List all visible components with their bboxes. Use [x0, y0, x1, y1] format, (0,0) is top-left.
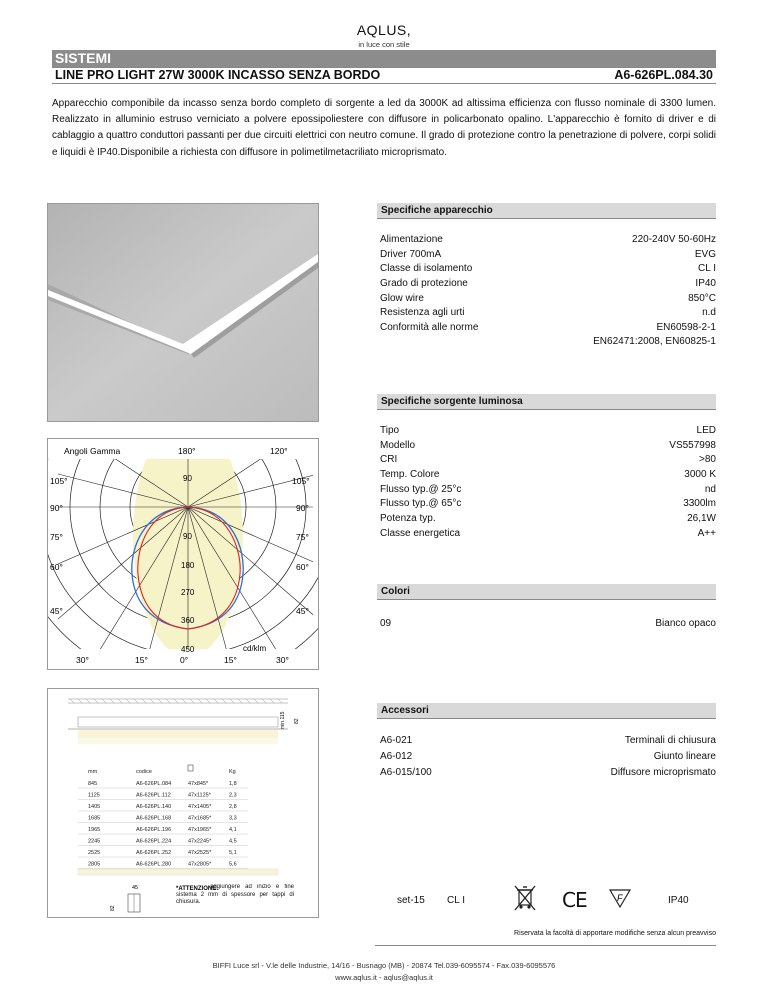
specs-source-header: Specifiche sorgente luminosa: [377, 394, 716, 410]
f-mark-icon: [608, 887, 632, 914]
polar-label-60-right: 60°: [296, 562, 309, 572]
spec-fixture-label: Glow wire: [380, 292, 424, 304]
spec-source-value: 3000 K: [684, 469, 716, 481]
polar-ring-360: 360: [181, 616, 195, 625]
product-name: LINE PRO LIGHT 27W 3000K INCASSO SENZA BORDO: [55, 68, 381, 82]
specs-fixture-header: Specifiche apparecchio: [377, 203, 716, 219]
dims-cell-code: A6-626PL.168: [136, 815, 172, 822]
accessory-row: [380, 765, 716, 781]
dims-cell-code: A6-626PL.252: [136, 850, 172, 856]
dims-header-code: codice: [136, 769, 152, 775]
dims-cell-kg: 4,1: [229, 827, 237, 833]
accessory-label: A6-021: [380, 735, 413, 746]
dims-cell-size: 47x1965*: [188, 827, 212, 833]
dims-header-mm: mm: [88, 769, 98, 775]
accessory-label: A6-015/100: [380, 767, 432, 778]
accessory-value: Giunto lineare: [653, 751, 716, 762]
polar-title: Angoli Gamma: [64, 446, 121, 456]
dims-cell-size: 47x2805*: [188, 861, 212, 868]
dims-cell-code: A6-626PL.140: [136, 804, 172, 810]
spec-source-label: Temp. Colore: [380, 469, 440, 481]
polar-ring-450: 450: [181, 645, 195, 654]
footer-date: set-15: [397, 895, 425, 906]
spec-fixture-value: n.d: [702, 307, 716, 319]
polar-label-105-left: 105°: [50, 476, 68, 486]
spec-fixture-value: EN60598-2-1: [656, 322, 716, 334]
spec-source-row: [380, 439, 716, 454]
spec-fixture-value: IP40: [695, 278, 716, 290]
dims-cell-mm: 2525: [88, 850, 101, 856]
polar-ring-270: 270: [181, 588, 195, 597]
spec-fixture-label: Driver 700mA: [380, 248, 442, 260]
spec-fixture-norms-extra: EN62471:2008, EN60825-1: [593, 335, 716, 347]
dims-cell-kg: 3,3: [229, 815, 237, 822]
polar-ring-90: 90: [183, 532, 192, 541]
dims-cell-size: 47x845*: [188, 781, 209, 787]
spec-fixture-label: Alimentazione: [380, 234, 443, 245]
dims-cell-size: 47x2525*: [188, 850, 212, 856]
accessory-value: Terminali di chiusura: [624, 735, 716, 746]
polar-label-75-right: 75°: [296, 532, 309, 542]
polar-unit: cd/klm: [243, 644, 267, 653]
dims-header-kg: Kg: [229, 769, 236, 775]
polar-ring-180: 180: [181, 561, 195, 570]
spec-source-value: nd: [704, 483, 716, 495]
ce-mark-icon: CE: [562, 888, 587, 912]
dims-cell-mm: 845: [88, 781, 98, 787]
spec-fixture-label: Resistenza agli urti: [380, 307, 465, 319]
spec-fixture-value: 850°C: [688, 292, 716, 304]
product-description: Apparecchio componibile da incasso senza bordo completo di sorgente a led da 3000K ad altissima efficienza con flusso nominale di 3300 lumen. Realizzato in alluminio estruso verniciato a polvere epossipoliestere con diffusore in policarbonato opalino. L'apparecchio è fornito di driver e di cablaggio a quattro conduttori passanti per due circuiti elettrici con neutro comune. Il grado di protezione contro la penetrazione di polvere, corpi solidi e liquidi è IP40.Disponibile a richiesta con diffusore in polimetilmetacriliato microprismato.: [52, 98, 716, 158]
dims-cell-mm: 1965: [88, 827, 101, 833]
polar-label-0: 0°: [180, 655, 189, 665]
product-header: [52, 67, 716, 84]
weee-bin-icon: [512, 884, 538, 917]
spec-fixture-value: 220-240V 50-60Hz: [632, 234, 716, 245]
specs-fixture-list: [380, 233, 716, 347]
spec-source-row: [380, 453, 716, 468]
footer-divider: [375, 945, 716, 946]
spec-source-row: [380, 527, 716, 542]
accessory-row: [380, 749, 716, 765]
color-code: 09: [380, 618, 392, 629]
spec-fixture-label: Grado di protezione: [380, 278, 468, 290]
product-code: A6-626PL.084.30: [614, 68, 713, 82]
polar-ring-90-top: 90: [183, 474, 192, 483]
spec-source-label: Potenza typ.: [380, 513, 436, 525]
dims-cell-kg: 2,3: [229, 792, 237, 799]
dims-cell-mm: 1125: [88, 792, 100, 799]
dims-note-bold: *ATTENZIONE:: [176, 886, 219, 892]
spec-source-value: VS557998: [669, 439, 716, 451]
spec-fixture-row: [380, 262, 716, 277]
accessory-row: [380, 733, 716, 749]
spec-fixture-value: EVG: [694, 248, 716, 260]
spec-fixture-row: [380, 233, 716, 248]
polar-label-30-right: 30°: [276, 655, 289, 665]
spec-source-row: [380, 483, 716, 498]
disclaimer: Riservata la facoltà di apportare modifiche senza alcun preavviso: [514, 930, 716, 937]
accessories-header: Accessori: [377, 703, 716, 719]
specs-source-list: [380, 424, 716, 542]
spec-source-value: 3300lm: [683, 498, 716, 510]
f-mark-letter: F: [617, 893, 623, 903]
spec-fixture-row: [380, 248, 716, 263]
brand-logo: AQLUS,: [356, 22, 412, 38]
polar-label-15-left: 15°: [135, 655, 148, 665]
spec-source-row: [380, 512, 716, 527]
polar-label-180: 180°: [178, 446, 196, 456]
dims-cell-kg: 5,6: [229, 861, 237, 868]
spec-source-label: Tipo: [380, 425, 400, 436]
dims-cell-mm: 2805: [88, 861, 101, 868]
dim-side-val: 82: [294, 718, 300, 724]
dims-cell-kg: 2,8: [229, 804, 237, 810]
spec-fixture-value: CL I: [698, 263, 716, 275]
spec-source-row: [380, 468, 716, 483]
polar-label-45-right: 45°: [296, 606, 309, 616]
polar-label-75-left: 75°: [50, 532, 63, 542]
footer-ip: IP40: [668, 895, 689, 906]
polar-label-90-left: 90°: [50, 503, 63, 513]
polar-label-120: 120°: [270, 446, 288, 456]
colors-header: Colori: [377, 584, 716, 600]
spec-source-value: 26,1W: [687, 513, 716, 525]
spec-source-label: Flusso typ.@ 65°c: [380, 498, 462, 510]
dims-cell-mm: 2245: [88, 838, 101, 845]
dims-cell-mm: 1405: [88, 804, 101, 810]
dims-cell-code: A6-626PL.280: [136, 861, 172, 868]
spec-fixture-label: Conformità alle norme: [380, 322, 479, 334]
accessory-label: A6-012: [380, 751, 413, 762]
dims-cell-size: 47x1685*: [188, 815, 212, 822]
company-address: BIFFI Luce srl - V.le delle Industrie, 14/16 - Busnago (MB) - 20874 Tel.039-6095574 - Fax.039-6095576: [212, 961, 556, 970]
spec-fixture-row: [380, 321, 716, 336]
accessories-list: [380, 733, 716, 781]
dims-cell-code: A6-626PL.224: [136, 838, 172, 845]
spec-source-label: Classe energetica: [380, 527, 461, 539]
spec-source-row: [380, 497, 716, 512]
footer-class: CL I: [447, 895, 465, 906]
polar-label-60-left: 60°: [50, 562, 63, 572]
section-title: SISTEMI: [52, 50, 716, 67]
colors-row: [380, 617, 716, 632]
dims-cell-code: A6-626PL.196: [136, 827, 172, 833]
dims-cell-kg: 4,5: [229, 838, 237, 845]
dims-cell-kg: 1,8: [229, 781, 237, 787]
dims-cell-mm: 1685: [88, 815, 101, 822]
spec-source-label: Flusso typ.@ 25°c: [380, 483, 462, 495]
dims-cell-kg: 5,1: [229, 850, 237, 856]
spec-source-row: [380, 424, 716, 439]
spec-fixture-row: [380, 277, 716, 292]
polar-label-45-left: 45°: [50, 606, 63, 616]
dims-cell-size: 47x1125*: [188, 792, 211, 799]
polar-label-105-right: 105°: [292, 476, 310, 486]
dim-82: 82: [110, 905, 116, 911]
spec-source-value: >80: [699, 454, 716, 466]
spec-source-value: A++: [697, 527, 716, 539]
dims-cell-size: 47x1405*: [188, 804, 212, 810]
spec-source-value: LED: [696, 425, 716, 436]
dims-cell-code: A6-626PL.084: [136, 781, 172, 787]
polar-diagram: [47, 438, 319, 670]
polar-label-90-right: 90°: [296, 503, 309, 513]
polar-label-30-left: 30°: [76, 655, 89, 665]
company-contacts: www.aqlus.it - aqlus@aqlus.it: [335, 973, 433, 982]
product-photo: [47, 203, 319, 422]
brand-tagline: in luce con stile: [358, 40, 410, 49]
polar-label-15-right: 15°: [224, 655, 237, 665]
dims-note: aggiungere ad inizio e fine sistema 2 mm di spessore per tappi di chiusura.: [176, 884, 294, 905]
dim-side-min: min.115: [280, 711, 286, 729]
color-name: Bianco opaco: [655, 618, 716, 629]
dims-cell-size: 47x2245*: [188, 838, 212, 845]
spec-source-label: CRI: [380, 454, 398, 466]
dims-cell-code: A6-626PL.112: [136, 792, 171, 799]
spec-fixture-row: [380, 292, 716, 307]
spec-fixture-row: [380, 306, 716, 321]
dim-45: 45: [132, 885, 139, 891]
spec-source-label: Modello: [380, 439, 416, 451]
accessory-value: Diffusore microprismato: [610, 767, 716, 778]
dimension-drawing: [47, 688, 319, 918]
spec-fixture-label: Classe di isolamento: [380, 263, 473, 275]
